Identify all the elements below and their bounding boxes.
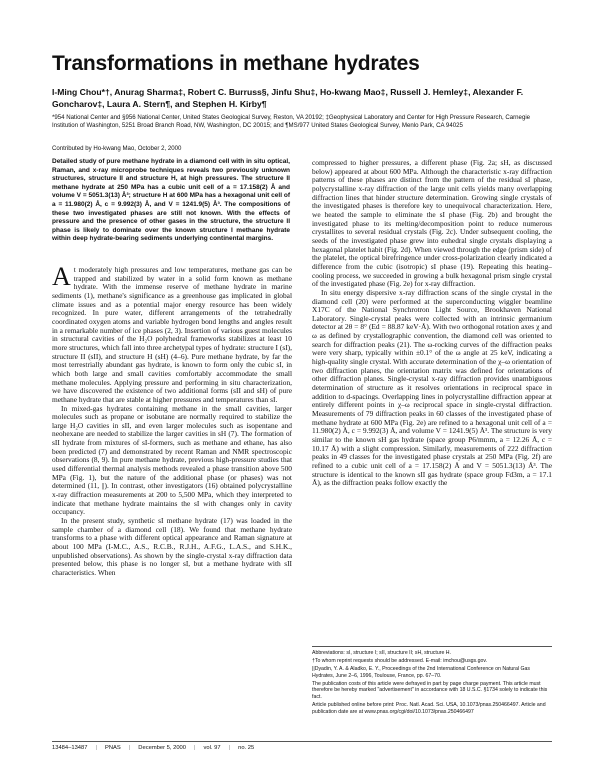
drop-cap: A: [52, 262, 71, 291]
contributed-by: Contributed by Ho-kwang Mao, October 2, 2000: [52, 145, 182, 152]
page-title: Transformations in methane hydrates: [52, 52, 420, 75]
footnotes: [312, 646, 552, 717]
body-paragraph-4: compressed to higher pressures, a different phase (Fig. 2a; sH, as discussed below) appeared at about 600 MPa. Although the characteristic x-ray diffraction patterns of these phases are distinct from the pattern of the residual sI phase, polycrystalline x-ray diffraction of the large unit cells yields many overlapping diffraction lines that hinder structure determination. Growing single crystals of the investigated phases is therefore key to unequivocal characterization. Here, we heated the sample to eliminate the sI phase (Fig. 2b) and brought the investigated phase to its melting/decomposition point to reduce numerous crystallites to several residual crystals (Fig. 2c). Under subsequent cooling, the seeds of the investigated phase grew into euhedral single crystals displaying a hexagonal platelet habit (Fig. 2d). When viewed through the edge (prism side) of the platelet, the optical birefringence under cross-polarization clearly indicated a difference from the cubic (isotropic) sI phase (19). Repeating this heating–cooling process, we succeeded in growing a bulk hexagonal prism single crystal of the investigated phase (Fig. 2e) for x-ray diffraction.: [312, 158, 552, 289]
body-paragraph-2: In mixed-gas hydrates containing methane in the small cavities, larger molecules such as propane or isobutane are normally required to stabilize the large H₂O cavities in sII, and even larger molecules such as isopentane and neohexane are needed to stabilize the larger cavities in sH (7). The formation of sII hydrate from mixtures of sI-formers, such as methane and ethane, has also been predicted (7) and demonstrated by recent Raman and NMR spectroscopic observations (8, 9). In pure methane hydrate, previous high-pressure studies that used differential thermal analysis methods revealed a phase transition above 500 MPa (Fig. 1), but the nature of the additional phase (or phases) was not determined (11, ||). In contrast, other investigators (16) obtained polycrystalline x-ray diffraction measurements at 200 to 5,500 MPa, which they interpreted to indicate that methane hydrate maintains the sI with changes only in cavity occupancy.: [52, 403, 292, 517]
footer-pages: 13484–13487: [52, 745, 88, 751]
footnote-reference: ||Dyadin, Y. A. & Aladko, E. Y., Proceedings of the 2nd International Conference on Natural Gas Hydrates, June 2–6, 1996, Toulouse, France, pp. 67–70.: [312, 666, 531, 679]
footer-journal: PNAS: [104, 745, 121, 751]
right-column: [312, 159, 552, 488]
intro-text: t moderately high pressures and low temperatures, methane gas can be trapped and stabilized by water in a solid form known as methane hydrate. With the immense reserve of methane hydrate in marine sediments (1), methane's significance as a greenhouse gas implicated in global climate issues and as a potential major energy resource has been widely recognized. In pure water, different arrangements of the tetrahedrally coordinated oxygen atoms and variable hydrogen bond lengths and angles result in a remarkable number of ice phases (2, 3). Insertion of various guest molecules in structural cavities of the H₂O polyhedral frameworks stabilizes at least 10 more structures, which fall into three archetypal types of hydrate: structure I (sI), structure II (sII), and structure H (sH) (4–6). Pure methane hydrate, by far the most terrestrially abundant gas hydrate, is known to form only the cubic sI, in which both large and small cavities comfortably accommodate the small methane molecules. Applying pressure and performing in situ characterization, we have discovered the existence of two additional forms (sII and sH) of pure methane hydrate that are stable at higher pressures and temperatures than sI.: [52, 265, 292, 404]
abstract: Detailed study of pure methane hydrate in a diamond cell with in situ optical, Raman, and x-ray microprobe techniques reveals two previously unknown structures, structure II and structure H, at high pressures. The structure II methane hydrate at 250 MPa has a cubic unit cell of a = 17.158(2) Å and volume V = 5051.3(13) Å³; structure H at 600 MPa has a hexagonal unit cell of a = 11.980(2) Å, c = 9.992(3) Å, and V = 1241.9(5) Å³. The compositions of these two investigated phases are still not known. With the effects of pressure and the presence of other gases in the structure, the structure II phase is likely to dominate over the known structure I methane hydrate within deep hydrate-bearing sediments underlying continental margins.: [52, 158, 290, 243]
body-paragraph-5: In situ energy dispersive x-ray diffraction scans of the single crystal in the diamond cell (20) were performed at the superconducting wiggler beamline X17C of the National Synchrotron Light Source, Brookhaven National Laboratory. Single-crystal peaks were collected with an intrinsic germanium detector at 2θ = 8° (Ed = 88.87 keV·Å). With two orthogonal rotation axes χ and ω as defined by crystallographic convention, the diamond cell was oriented to search for diffraction peaks (21). The ω-rocking curves of the diffraction peaks were very sharp, typically within ±0.1° of the ω angle at 25 keV, indicating a high-quality single crystal. With accurate determination of the χ–ω orientation of two diffraction planes, the orientation matrix was defined for orientations of other diffraction planes. Single-crystal x-ray diffraction provides unambiguous determination of structure as it resolves orientations in reciprocal space in addition to d-spacings. Overlapping lines in polycrystalline diffraction appear at entirely different points in χ–ω reciprocal space in single-crystal diffraction. Measurements of 79 diffraction peaks in 60 classes of the investigated phase of methane hydrate at 600 MPa (Fig. 2e) are refined to a hexagonal unit cell of a = 11.980(2) Å, c = 9.992(3) Å, and volume V = 1241.9(5) Å³. The structure is very similar to the known sH gas hydrate (space group P6/mmm, a = 12.26 Å, c = 10.17 Å) with a slight compression. Similarly, measurements of 222 diffraction peaks in 49 classes for the investigated phase crystals at 250 MPa (Fig. 2f) are refined to a cubic unit cell of a = 17.158(2) Å and V = 5051.3(13) Å³. The structure is identical to the known sII gas hydrate (space group Fd3m, a = 17.1 Å), as the diffraction peaks follow exactly the: [312, 287, 552, 488]
intro-paragraph: [52, 262, 292, 405]
footer-separator: |: [194, 745, 196, 751]
affiliations: *954 National Center and §956 National Center, United States Geological Survey, Reston, VA 20192; ‡Geophysical Laboratory and Center for High Pressure Research, Carnegie Institution of Washington, 5251 Broad Branch Road, NW, Washington, DC 20015; and ¶MS/977 United States Geological Survey, Menlo Park, CA 94025: [52, 114, 531, 129]
footer-volume: vol. 97: [203, 745, 221, 751]
body-paragraph-3: In the present study, synthetic sI methane hydrate (17) was loaded in the sample chamber of a diamond cell (18). We found that methane hydrate transforms to a phase with different optical appearance and Raman signature at about 100 MPa (I-M.C., A.S., R.C.B., R.J.H., A.F.G., L.A.S., and S.H.K., unpublished observations). As shown by the single-crystal x-ray diffraction data presented below, this phase is no longer sI, but a methane hydrate with sII characteristics. When: [52, 516, 292, 577]
footer-separator: |: [128, 745, 131, 751]
page-footer: [52, 741, 552, 751]
footnote-charges: The publication costs of this article were defrayed in part by page charge payment. This article must therefore be hereby marked "advertisement" in accordance with 18 U.S.C. §1734 solely to indicate this fact.: [312, 680, 548, 701]
left-column: [52, 262, 292, 578]
footer-separator: |: [228, 745, 231, 751]
footer-separator: |: [95, 745, 97, 751]
footnote-corresponding: †To whom reprint requests should be addressed. E-mail: imchou@usgs.gov.: [312, 658, 487, 665]
author-list: I-Ming Chou*†, Anurag Sharma‡, Robert C. Burruss§, Jinfu Shu‡, Ho-kwang Mao‡, Russell J. Hemley‡, Alexander F. Goncharov‡, Laura A. Stern¶, and Stephen H. Kirby¶: [52, 87, 524, 109]
footer-date: December 5, 2000: [138, 745, 186, 751]
footer-number: no. 25: [238, 745, 255, 751]
footnote-abbreviations: Abbreviations: sI, structure I; sII, structure II; sH, structure H.: [312, 650, 451, 656]
footnote-online: Article published online before print: Proc. Natl. Acad. Sci. USA, 10.1073/pnas.250466497. Article and publication date are at www.pnas.org/cgi/doi/10.1073/pnas.250466497: [312, 702, 546, 715]
